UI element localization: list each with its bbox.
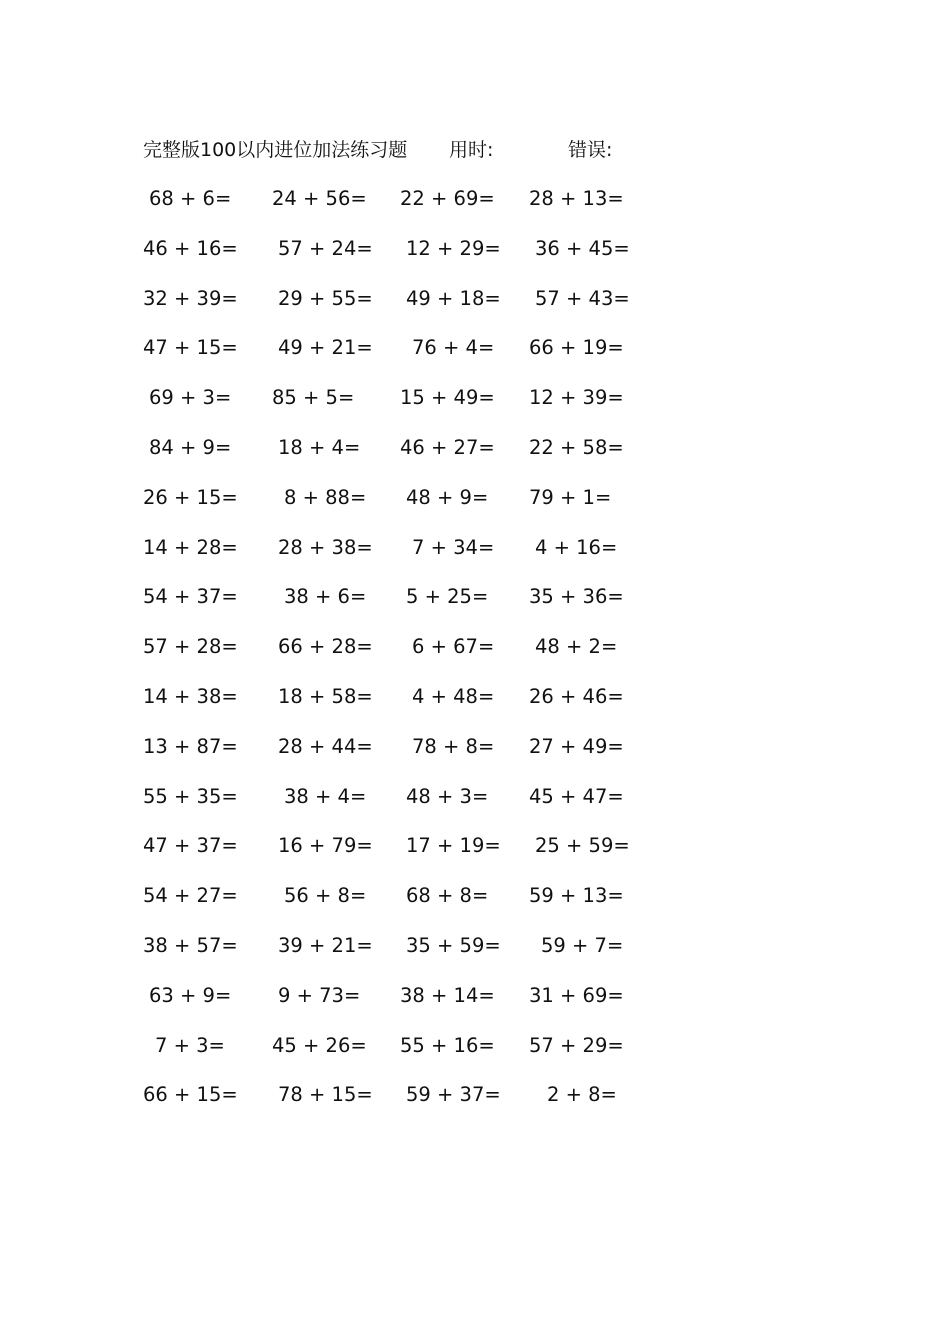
problem-item: 78 + 8= xyxy=(412,734,495,758)
problem-item: 46 + 16= xyxy=(143,236,238,260)
problem-item: 59 + 7= xyxy=(541,933,624,957)
problem-item: 84 + 9= xyxy=(149,435,232,459)
problem-item: 48 + 2= xyxy=(535,635,618,659)
problem-item: 57 + 24= xyxy=(278,236,373,260)
problem-row xyxy=(0,932,950,982)
problem-item: 2 + 8= xyxy=(547,1083,617,1107)
problem-item: 5 + 25= xyxy=(406,585,489,609)
problem-item: 66 + 28= xyxy=(278,635,373,659)
problem-item: 45 + 47= xyxy=(529,784,624,808)
problem-item: 47 + 15= xyxy=(143,336,238,360)
problem-item: 48 + 3= xyxy=(406,784,489,808)
problem-item: 16 + 79= xyxy=(278,834,373,858)
problem-item: 4 + 48= xyxy=(412,684,495,708)
problem-row xyxy=(0,185,950,235)
problem-item: 66 + 15= xyxy=(143,1083,238,1107)
problem-item: 29 + 55= xyxy=(278,286,373,310)
problem-item: 26 + 15= xyxy=(143,485,238,509)
problem-item: 57 + 43= xyxy=(535,286,630,310)
problem-item: 28 + 13= xyxy=(529,187,624,210)
problem-item: 17 + 19= xyxy=(406,834,501,858)
problem-item: 54 + 27= xyxy=(143,884,238,908)
problem-item: 68 + 6= xyxy=(149,187,232,210)
problem-item: 31 + 69= xyxy=(529,983,624,1007)
problem-item: 18 + 4= xyxy=(278,435,361,459)
problem-item: 66 + 19= xyxy=(529,336,624,360)
problem-item: 85 + 5= xyxy=(272,386,355,410)
problem-item: 68 + 8= xyxy=(406,884,489,908)
problem-item: 28 + 38= xyxy=(278,535,373,559)
problem-item: 35 + 59= xyxy=(406,933,501,957)
problem-item: 38 + 14= xyxy=(400,983,495,1007)
problem-row xyxy=(0,235,950,285)
problem-item: 22 + 69= xyxy=(400,187,495,210)
problem-item: 13 + 87= xyxy=(143,734,238,758)
problem-item: 69 + 3= xyxy=(149,386,232,410)
problem-item: 27 + 49= xyxy=(529,734,624,758)
problem-item: 24 + 56= xyxy=(272,187,367,210)
problem-row xyxy=(0,583,950,633)
problem-item: 18 + 58= xyxy=(278,684,373,708)
problem-item: 14 + 28= xyxy=(143,535,238,559)
problem-item: 9 + 73= xyxy=(278,983,361,1007)
problem-item: 12 + 29= xyxy=(406,236,501,260)
problem-item: 55 + 16= xyxy=(400,1033,495,1057)
error-label: 错误: xyxy=(568,139,613,161)
problem-grid xyxy=(0,185,950,1131)
problem-item: 14 + 38= xyxy=(143,684,238,708)
problem-item: 25 + 59= xyxy=(535,834,630,858)
problem-item: 15 + 49= xyxy=(400,386,495,410)
problem-item: 47 + 37= xyxy=(143,834,238,858)
problem-row xyxy=(0,733,950,783)
problem-item: 45 + 26= xyxy=(272,1033,367,1057)
problem-row xyxy=(0,285,950,335)
problem-item: 76 + 4= xyxy=(412,336,495,360)
problem-row xyxy=(0,1081,950,1131)
problem-item: 38 + 4= xyxy=(284,784,367,808)
problem-item: 28 + 44= xyxy=(278,734,373,758)
problem-item: 78 + 15= xyxy=(278,1083,373,1107)
problem-row xyxy=(0,683,950,733)
problem-item: 56 + 8= xyxy=(284,884,367,908)
problem-item: 38 + 57= xyxy=(143,933,238,957)
problem-item: 49 + 18= xyxy=(406,286,501,310)
problem-item: 4 + 16= xyxy=(535,535,618,559)
problem-row xyxy=(0,633,950,683)
problem-row xyxy=(0,534,950,584)
problem-item: 36 + 45= xyxy=(535,236,630,260)
problem-item: 35 + 36= xyxy=(529,585,624,609)
problem-row xyxy=(0,1032,950,1082)
problem-item: 22 + 58= xyxy=(529,435,624,459)
problem-item: 57 + 29= xyxy=(529,1033,624,1057)
problem-item: 38 + 6= xyxy=(284,585,367,609)
problem-item: 7 + 3= xyxy=(155,1033,225,1057)
problem-row xyxy=(0,982,950,1032)
problem-item: 7 + 34= xyxy=(412,535,495,559)
problem-row xyxy=(0,384,950,434)
problem-row xyxy=(0,434,950,484)
problem-item: 59 + 13= xyxy=(529,884,624,908)
time-label: 用时: xyxy=(449,139,494,161)
worksheet-title: 完整版100以内进位加法练习题 xyxy=(143,139,408,161)
problem-item: 55 + 35= xyxy=(143,784,238,808)
problem-item: 49 + 21= xyxy=(278,336,373,360)
problem-row xyxy=(0,783,950,833)
problem-item: 12 + 39= xyxy=(529,386,624,410)
problem-item: 32 + 39= xyxy=(143,286,238,310)
problem-item: 54 + 37= xyxy=(143,585,238,609)
problem-item: 46 + 27= xyxy=(400,435,495,459)
problem-row xyxy=(0,832,950,882)
problem-item: 6 + 67= xyxy=(412,635,495,659)
problem-item: 79 + 1= xyxy=(529,485,612,509)
problem-row xyxy=(0,334,950,384)
problem-row xyxy=(0,882,950,932)
problem-item: 59 + 37= xyxy=(406,1083,501,1107)
problem-item: 26 + 46= xyxy=(529,684,624,708)
problem-row xyxy=(0,484,950,534)
problem-item: 63 + 9= xyxy=(149,983,232,1007)
problem-item: 8 + 88= xyxy=(284,485,367,509)
problem-item: 39 + 21= xyxy=(278,933,373,957)
problem-item: 57 + 28= xyxy=(143,635,238,659)
problem-item: 48 + 9= xyxy=(406,485,489,509)
